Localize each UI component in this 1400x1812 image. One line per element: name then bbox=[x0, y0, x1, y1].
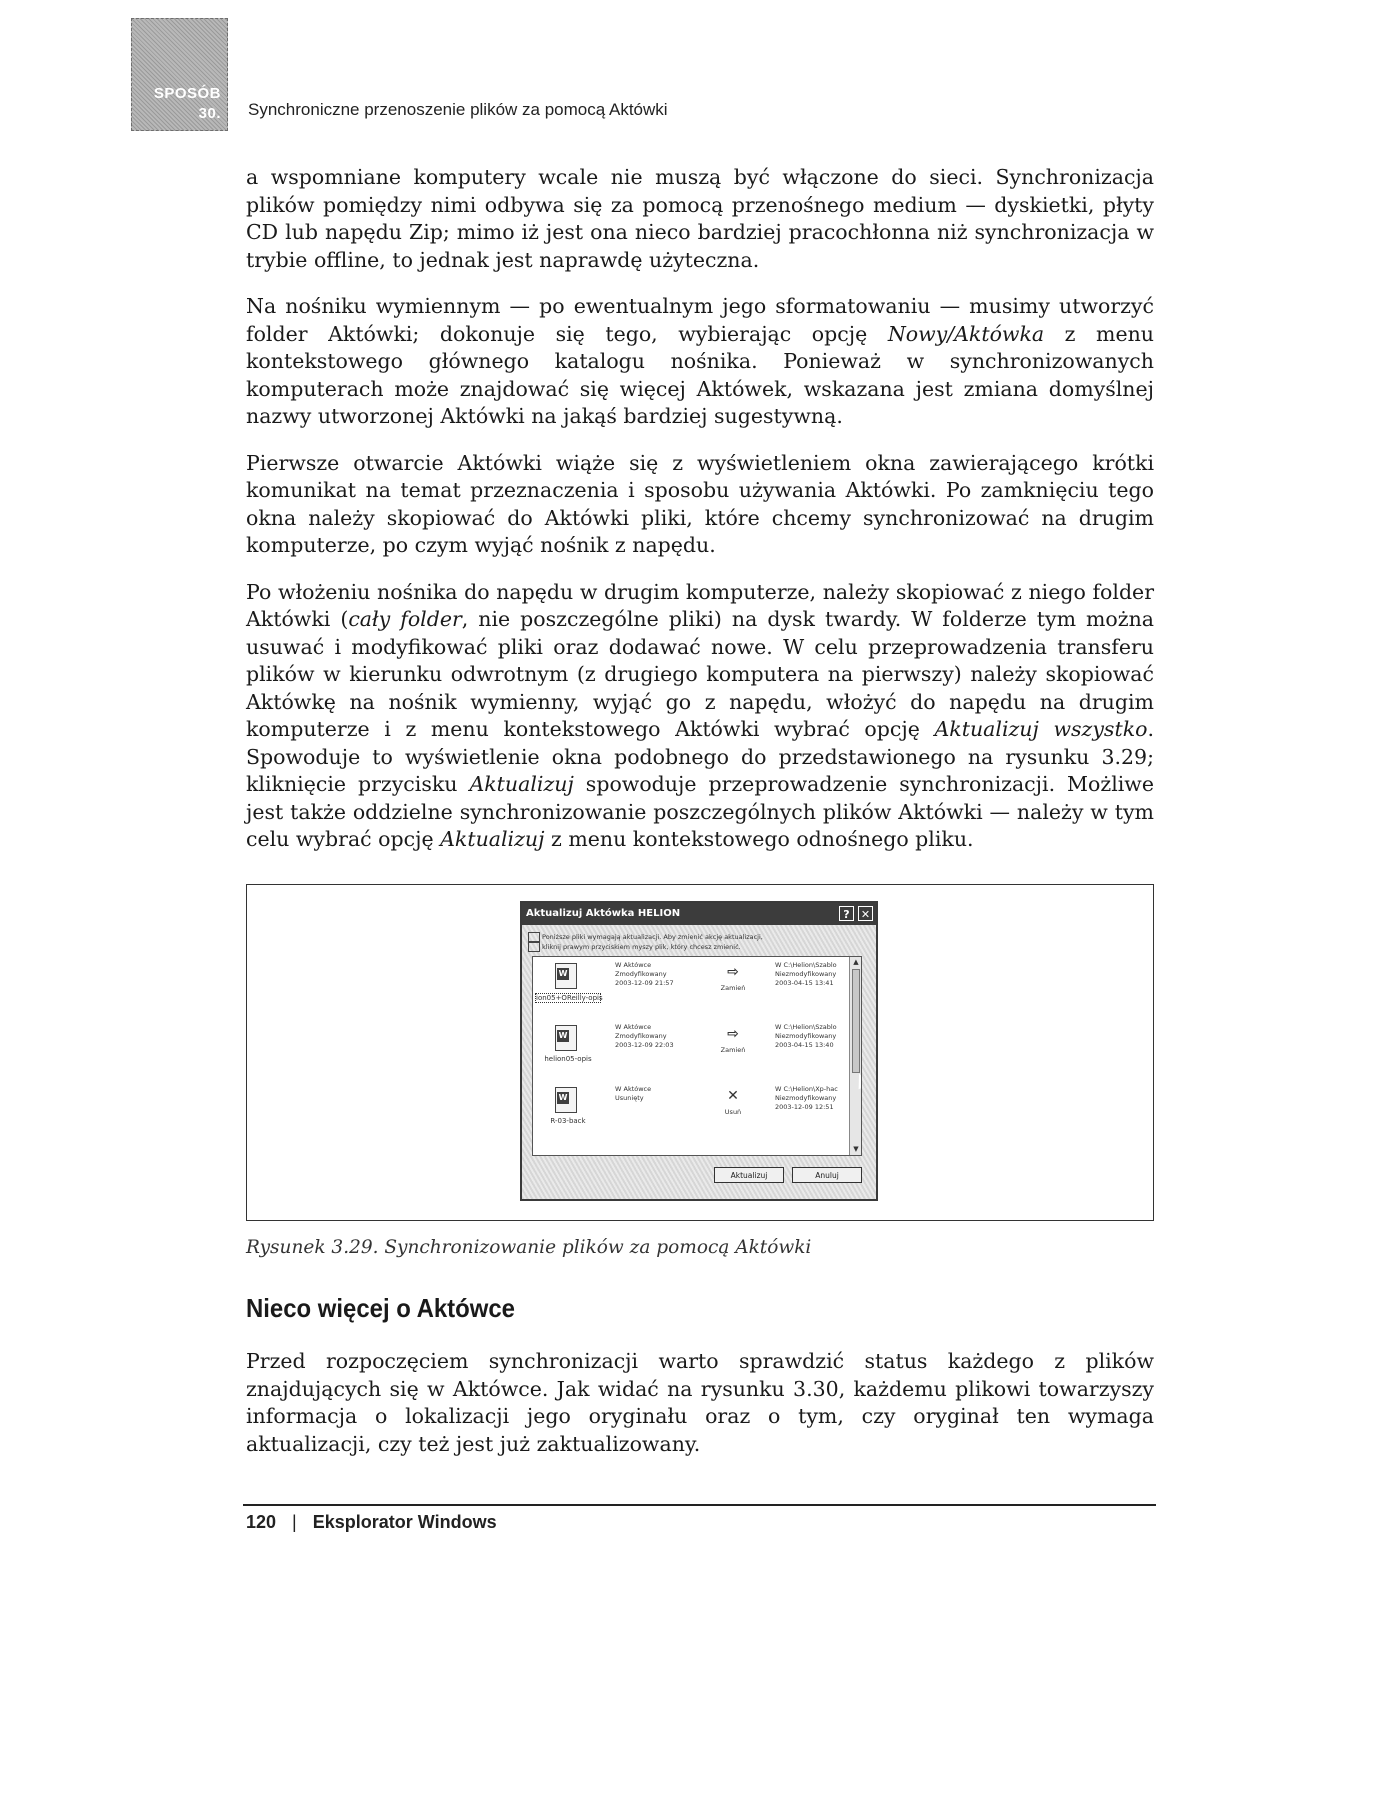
update-action[interactable]: ⇨ Zamień bbox=[713, 1027, 753, 1054]
update-action[interactable]: ⇨ Zamień bbox=[713, 965, 753, 992]
briefcase-update-dialog bbox=[520, 901, 878, 1201]
scroll-down-icon[interactable]: ▼ bbox=[853, 1145, 859, 1153]
cancel-button[interactable]: Anuluj bbox=[792, 1167, 862, 1183]
footer-rule bbox=[243, 1504, 1156, 1506]
delete-x-icon: ✕ bbox=[727, 1088, 739, 1104]
update-button[interactable]: Aktualizuj bbox=[714, 1167, 784, 1183]
paragraph-4: Po włożeniu nośnika do napędu w drugim komputerze, należy skopiować z niego folder Aktówki (cały folder, nie poszczególne pliki) na dysk twardy. W folderze tym można usuwać i modyfikować pliki oraz dodawać nowe. W celu przeprowadzenia transferu plików w kierunku odwrotnym (z drugiego komputera na pierwszy) należy skopiować Aktówkę na nośnik wymienny, wyjąć go z napędu, włożyć do napędu na drugim komputerze i z menu kontekstowego Aktówki wybrać opcję Aktualizuj wszystko. Spowoduje to wyświetlenie okna podobnego do przedstawionego na rysunku 3.29; kliknięcie przycisku Aktualizuj spowoduje przeprowadzenie synchronizacji. Możliwe jest także oddzielne synchronizowanie poszczególnych plików Aktówki — należy w tym celu wybrać opcję Aktualizuj z menu kontekstowego odnośnego pliku. bbox=[246, 579, 1154, 851]
page-number: 120 bbox=[246, 1512, 277, 1532]
word-document-icon: W bbox=[555, 1025, 577, 1051]
update-file-list[interactable] bbox=[532, 956, 862, 1156]
list-item[interactable] bbox=[533, 957, 851, 1017]
destination-info: W C:\Helion\Szablo Niezmodyfikowany 2003-04-15 13:40 bbox=[775, 1023, 837, 1049]
paragraph-5: Przed rozpoczęciem synchronizacji warto sprawdzić status każdego z plików znajdujących się w Aktówce. Jak widać na rysunku 3.30, każdemu plikowi towarzyszy informacja o lokalizacji jego oryginału oraz o tym, czy oryginał ten wymaga aktualizacji, czy też jest już zaktualizowany. bbox=[246, 1349, 1154, 1456]
list-item[interactable] bbox=[533, 1019, 851, 1079]
paragraph-1: a wspomniane komputery wcale nie muszą być włączone do sieci. Synchronizacja plików pomiędzy nimi odbywa się za pomocą przenośnego medium — dyskietki, płyty CD lub napędu Zip; mimo iż jest ona nieco bardziej pracochłonna niż synchronizacja w trybie offline, to jednak jest naprawdę użyteczna. bbox=[246, 165, 1154, 272]
paragraph-3: Pierwsze otwarcie Aktówki wiąże się z wyświetleniem okna zawierającego krótki komunikat na temat przeznaczenia i sposobu używania Aktówki. Po zamknięciu tego okna należy skopiować do Aktówki pliki, które chcemy synchronizować na drugim komputerze, po czym wyjąć nośnik z napędu. bbox=[246, 450, 1154, 557]
list-scrollbar[interactable] bbox=[849, 957, 861, 1155]
page-footer bbox=[246, 1512, 497, 1533]
dialog-info: Poniższe pliki wymagają aktualizacji. Aby zmienić akcję aktualizacji, kliknij prawym przyciskiem myszy plik, który chcesz zmienić. bbox=[528, 932, 763, 952]
dialog-title: Aktualizuj Aktówka HELION bbox=[526, 908, 681, 919]
section-heading: Nieco więcej o Aktówce bbox=[246, 1293, 515, 1323]
dialog-titlebar bbox=[522, 903, 876, 925]
word-document-icon: W bbox=[555, 963, 577, 989]
destination-info: W C:\Helion\Xp-hac Niezmodyfikowany 2003-12-09 12:51 bbox=[775, 1085, 838, 1111]
replace-arrow-icon: ⇨ bbox=[727, 964, 739, 980]
file-name: R-03-back bbox=[550, 1117, 586, 1125]
scrollbar-thumb[interactable] bbox=[852, 969, 860, 1073]
paragraph-2: Na nośniku wymiennym — po ewentualnym jego sformatowaniu — musimy utworzyć folder Aktówki; dokonuje się tego, wybierając opcję Nowy/Aktówka z menu kontekstowego głównego katalogu nośnika. Ponieważ w synchronizowanych komputerach może znajdować się więcej Aktówek, wskazana jest zmiana domyślnej nazwy utworzonej Aktówki na jakąś bardziej sugestywną. bbox=[246, 294, 1155, 428]
source-info: W Aktówce Zmodyfikowany 2003-12-09 21:57 bbox=[615, 961, 674, 987]
body-text bbox=[246, 164, 1154, 873]
update-action[interactable]: ✕ Usuń bbox=[713, 1089, 753, 1116]
word-document-icon: W bbox=[555, 1087, 577, 1113]
close-button[interactable]: ✕ bbox=[858, 906, 873, 921]
briefcase-icon bbox=[528, 942, 540, 952]
figure-caption: Rysunek 3.29. Synchronizowanie plików za pomocą Aktówki bbox=[246, 1237, 812, 1258]
badge-number: 30. bbox=[198, 105, 221, 122]
sposob-badge bbox=[131, 18, 228, 131]
destination-info: W C:\Helion\Szablo Niezmodyfikowany 2003-04-15 13:41 bbox=[775, 961, 837, 987]
book-title: Eksplorator Windows bbox=[312, 1512, 497, 1532]
closing-text bbox=[246, 1348, 1154, 1477]
running-title: Synchroniczne przenoszenie plików za pomocą Aktówki bbox=[248, 100, 668, 119]
source-info: W Aktówce Usunięty bbox=[615, 1085, 652, 1102]
scroll-up-icon[interactable]: ▲ bbox=[853, 958, 859, 966]
source-info: W Aktówce Zmodyfikowany 2003-12-09 22:03 bbox=[615, 1023, 674, 1049]
replace-arrow-icon: ⇨ bbox=[727, 1026, 739, 1042]
sync-icon bbox=[528, 932, 540, 942]
file-name: ion05+OReilly-opis bbox=[536, 994, 603, 1002]
help-button[interactable]: ? bbox=[839, 906, 854, 921]
footer-separator: | bbox=[292, 1512, 297, 1532]
file-name: helion05-opis bbox=[544, 1055, 592, 1063]
list-item[interactable] bbox=[533, 1081, 851, 1141]
badge-label: SPOSÓB bbox=[153, 85, 221, 102]
